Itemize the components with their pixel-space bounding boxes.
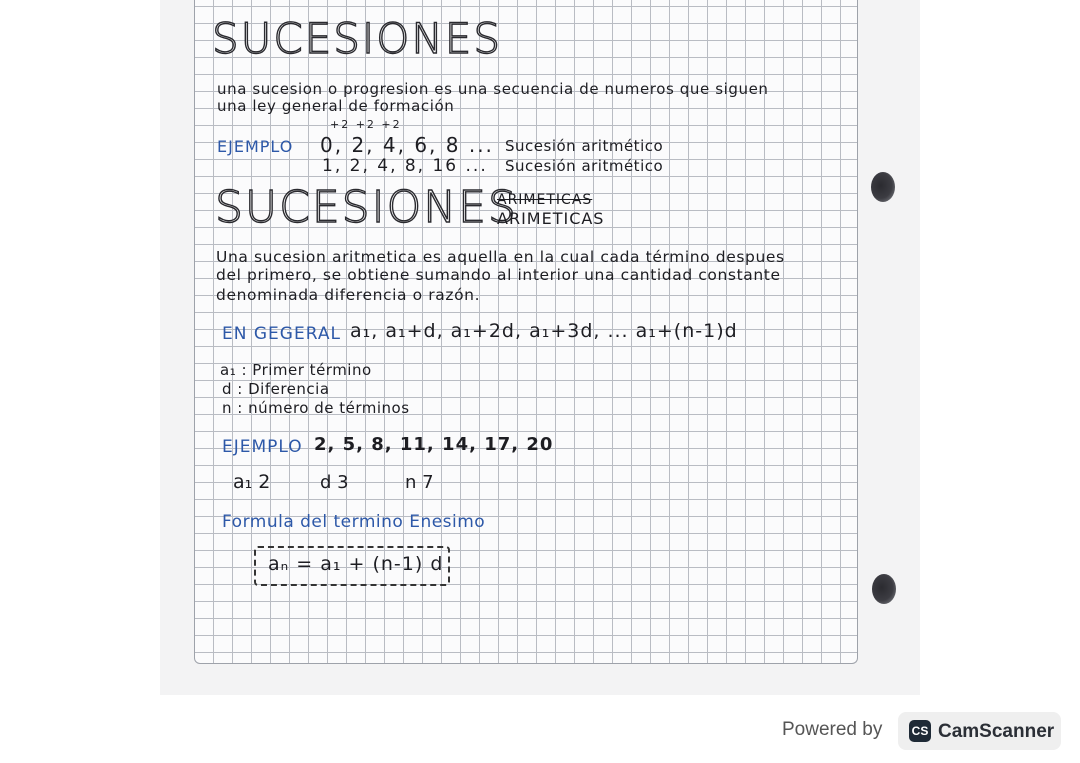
example-sequence-1: 0, 2, 4, 6, 8 ...: [320, 133, 494, 157]
example-label: EJEMPLO: [217, 137, 294, 156]
definition-line-2: una ley general de formación: [217, 97, 455, 115]
example-sequence-2-note: Sucesión aritmético: [505, 157, 664, 175]
formula-label: Formula del termino Enesimo: [222, 512, 486, 532]
formula-enesimo: aₙ = a₁ + (n-1) d: [268, 553, 444, 575]
camscanner-brand-name: CamScanner: [938, 721, 1055, 742]
general-formula: a₁, a₁+d, a₁+2d, a₁+3d, ... a₁+(n-1)d: [350, 320, 738, 342]
term-a1: a₁ : Primer término: [220, 361, 372, 379]
example2-n: n 7: [405, 472, 434, 493]
subtitle-struck: ARIMETICAS: [497, 192, 593, 208]
arith-def-line-1: Una sucesion aritmetica es aquella en la cual cada término despues: [216, 248, 785, 266]
example2-d: d 3: [320, 472, 349, 493]
title-sucesiones: SUCESIONES: [212, 14, 502, 63]
arith-def-line-2: del primero, se obtiene sumando al interior una cantidad constante: [216, 266, 781, 284]
subtitle-aritmeticas: ARIMETICAS: [497, 209, 605, 228]
term-n: n : número de términos: [222, 399, 410, 417]
definition-line-1: una sucesion o progresion es una secuencia de numeros que siguen: [217, 80, 769, 98]
example-sequence-2: 1, 2, 4, 8, 16 ...: [322, 156, 488, 176]
example-sequence-1-note: Sucesión aritmético: [505, 137, 664, 155]
title-sucesiones-aritmeticas: SUCESIONES: [215, 182, 518, 233]
example2-sequence: 2, 5, 8, 11, 14, 17, 20: [314, 434, 554, 455]
example2-a1: a₁ 2: [233, 471, 271, 493]
binder-hole-bottom: [872, 574, 896, 604]
camscanner-logo-icon: CS: [909, 720, 931, 742]
example2-label: EJEMPLO: [222, 437, 303, 457]
general-label: EN GEGERAL: [222, 324, 341, 344]
term-d: d : Diferencia: [222, 380, 330, 398]
example-differences: +2 +2 +2: [330, 118, 402, 131]
arith-def-line-3: denominada diferencia o razón.: [216, 286, 481, 304]
powered-by-text: Powered by: [782, 719, 883, 740]
binder-hole-top: [871, 172, 895, 202]
